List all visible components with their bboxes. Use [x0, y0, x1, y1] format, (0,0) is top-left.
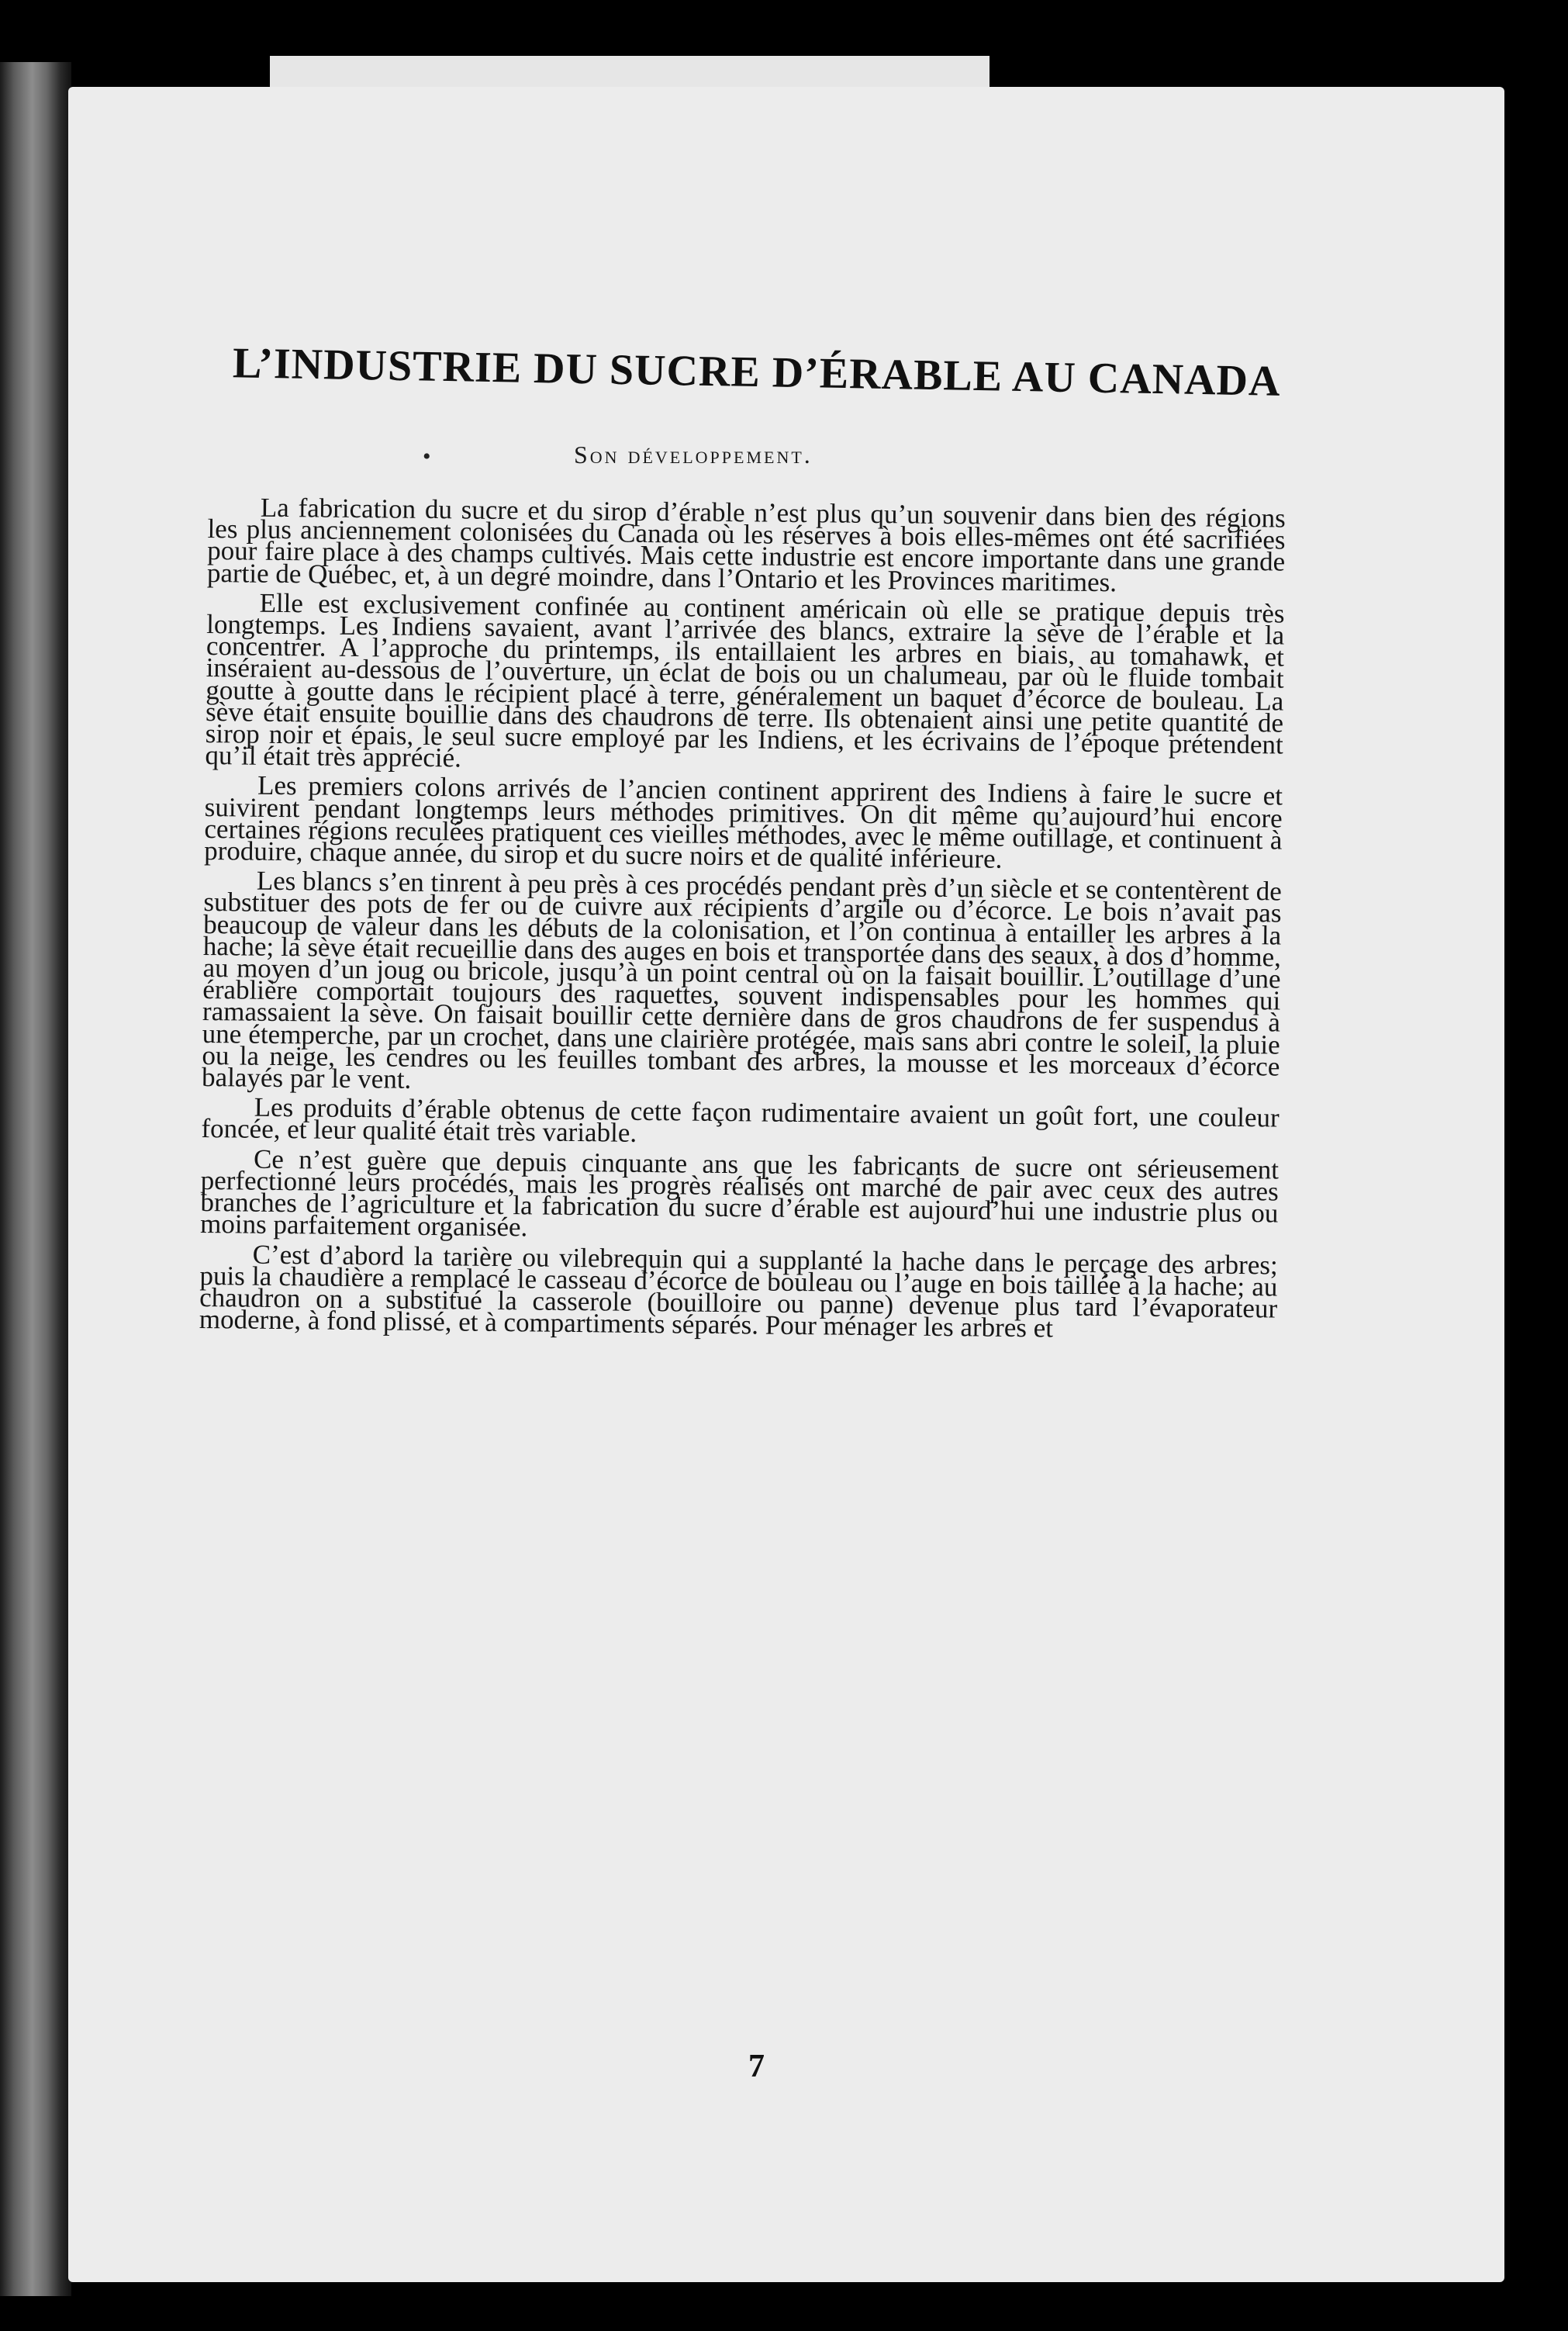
page-title: L’INDUSTRIE DU SUCRE D’ÉRABLE AU CANADA [232, 339, 1282, 406]
subtitle-mark: • [423, 444, 431, 469]
paragraph-7: C’est d’abord la tarière ou vilebrequin qui a supplanté la hache dans le perçage des arbres; puis la chaudière a remplacé le casseau d’écorce de bouleau ou l’auge en bois taillée à la hache; au chaudron on a substitué la casserole (bouilloire ou panne) devenue plus tard l’évaporateur moderne, à fond plissé, et à compartiments séparés. Pour ménager les arbres et [199, 1239, 1278, 1344]
book-spine-edge [0, 62, 71, 2296]
paper-strip [270, 56, 989, 88]
paragraph-1: La fabrication du sucre et du sirop d’érable n’est plus qu’un souvenir dans bien des régions les plus anciennement colonisées du Canada où les réserves à bois elles-mêmes ont été sacrifiées pour faire place à des champs cultivés. Mais cette industrie est encore importante dans une grande partie de Québec, et, à un degré moindre, dans l’Ontario et les Provinces maritimes. [206, 492, 1286, 597]
page-number: 7 [748, 2049, 765, 2084]
body-text [199, 492, 1286, 1350]
paragraph-4: Les blancs s’en tinrent à peu près à ces procédés pendant près d’un siècle et se contentèrent de substituer des pots de fer ou de cuivre aux récipients d’argile ou d’écorce. Le bois n’avait pas beaucoup de valeur dans les débuts de la colonisation, et l’on continua à entailler les arbres à la hache; la sève était recueillie dans des auges en bois et transportée dans des seaux, à dos d’homme, au moyen d’un joug ou bricole, jusqu’à un point central où on la faisait bouillir. L’outillage d’une érablière comportait toujours des raquettes, souvent indispensables pour les hommes qui ramassaient la sève. On faisait bouillir cette dernière dans de gros chaudrons de fer suspendus à une étemperche, par un crochet, dans une clairière protégée, mais sans abri contre le soleil, la pluie ou la neige, les cendres ou les feuilles tombant des arbres, la mousse et les morceaux d’écorce balayés par le vent. [201, 865, 1282, 1095]
paragraph-2: Elle est exclusivement confinée au continent américain où elle se pratique depuis très longtemps. Les Indiens savaient, avant l’arrivée des blancs, extraire la sève de l’érable et la concentrer. A l’approche du printemps, ils entaillaient les arbres en biais, au tomahawk, et inséraient au-dessous de l’ouverture, un éclat de bois ou un chalumeau, par où le fluide tombait goutte à goutte dans le récipient placé à terre, généralement un baquet d’écorce de bouleau. La sève était ensuite bouillie dans des chaudrons de terre. Ils obtenaient ainsi une petite quantité de sirop noir et épais, le seul sucre employé par les Indiens, et les écrivains de l’époque prétendent qu’il était très apprécié. [205, 587, 1285, 773]
section-subtitle: Son développement. [574, 441, 813, 469]
paragraph-5: Les produits d’érable obtenus de cette façon rudimentaire avaient un goût fort, une couleur foncée, et leur qualité était très variable. [201, 1091, 1280, 1149]
paragraph-3: Les premiers colons arrivés de l’ancien continent apprirent des Indiens à faire le sucre et suivirent pendant longtemps leurs méthodes primitives. On dit même qu’aujourd’hui encore certaines régions reculées pratiquent ces vieilles méthodes, avec le même outillage, et continuent à produire, chaque année, du sirop et du sucre noirs et de qualité inférieure. [204, 770, 1283, 874]
paragraph-6: Ce n’est guère que depuis cinquante ans que les fabricants de sucre ont sérieusement perfectionné leurs procédés, mais les progrès réalisés ont marché de pair avec ceux des autres branches de l’agriculture et la fabrication du sucre d’érable est aujourd’hui une industrie plus ou moins parfaitement organisée. [199, 1143, 1280, 1243]
